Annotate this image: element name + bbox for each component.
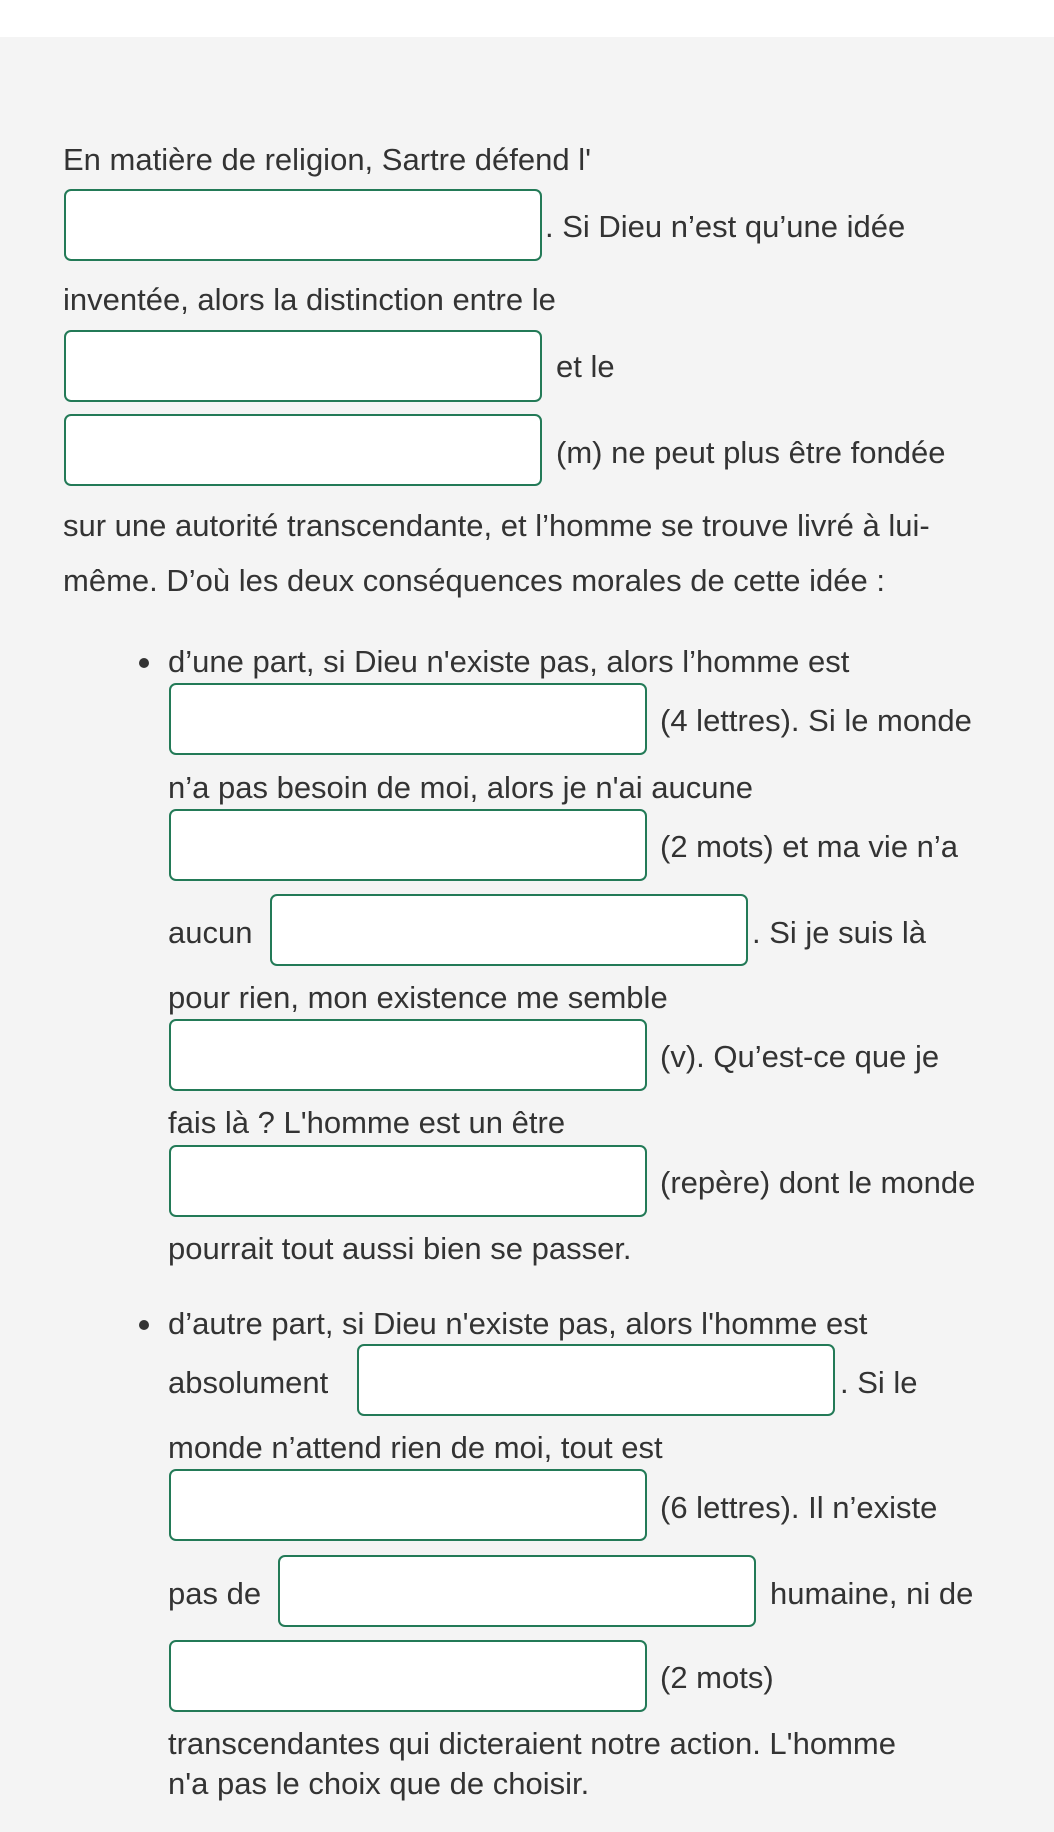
bullet1-line-10: (repère) dont le monde xyxy=(660,1165,976,1200)
bullet2-line-6: pas de xyxy=(168,1576,262,1611)
blank-input-4[interactable] xyxy=(169,683,647,755)
blank-input-7[interactable] xyxy=(169,1019,647,1091)
bullet1-line-2: (4 lettres). Si le monde xyxy=(660,703,972,738)
paragraph-line-4: et le xyxy=(556,349,615,384)
paragraph-line-1: En matière de religion, Sartre défend l' xyxy=(63,142,592,177)
bullet1-line-9: fais là ? L'homme est un être xyxy=(168,1105,566,1140)
paragraph-line-2: . Si Dieu n’est qu’une idée xyxy=(545,209,906,244)
blank-input-11[interactable] xyxy=(278,1555,756,1627)
bullet2-line-4: monde n’attend rien de moi, tout est xyxy=(168,1430,663,1465)
bullet2-line-8: (2 mots) xyxy=(660,1660,774,1695)
bullet1-line-3: n’a pas besoin de moi, alors je n'ai aucune xyxy=(168,770,753,805)
blank-input-1[interactable] xyxy=(64,189,542,261)
bullet-dot-1 xyxy=(139,658,149,668)
blank-input-3[interactable] xyxy=(64,414,542,486)
blank-input-8[interactable] xyxy=(169,1145,647,1217)
blank-input-2[interactable] xyxy=(64,330,542,402)
bullet1-line-4: (2 mots) et ma vie n’a xyxy=(660,829,959,864)
bullet2-line-3: . Si le xyxy=(840,1365,918,1400)
bullet2-line-5: (6 lettres). Il n’existe xyxy=(660,1490,938,1525)
blank-input-9[interactable] xyxy=(357,1344,835,1416)
bullet1-line-1: d’une part, si Dieu n'existe pas, alors l’homme est xyxy=(168,644,850,679)
blank-input-12[interactable] xyxy=(169,1640,647,1712)
bullet2-line-2: absolument xyxy=(168,1365,329,1400)
paragraph-line-7: même. D’où les deux conséquences morales de cette idée : xyxy=(63,563,885,598)
bullet2-line-1: d’autre part, si Dieu n'existe pas, alors l'homme est xyxy=(168,1306,868,1341)
bullet2-line-10: n'a pas le choix que de choisir. xyxy=(168,1766,590,1801)
paragraph-line-5: (m) ne peut plus être fondée xyxy=(556,435,946,470)
paragraph-line-6: sur une autorité transcendante, et l’homme se trouve livré à lui- xyxy=(63,508,930,543)
bullet2-line-7: humaine, ni de xyxy=(770,1576,974,1611)
blank-input-5[interactable] xyxy=(169,809,647,881)
bullet1-line-11: pourrait tout aussi bien se passer. xyxy=(168,1231,632,1266)
blank-input-10[interactable] xyxy=(169,1469,647,1541)
bullet1-line-8: (v). Qu’est-ce que je xyxy=(660,1039,940,1074)
bullet2-line-9: transcendantes qui dicteraient notre action. L'homme xyxy=(168,1726,896,1761)
bullet1-line-6: . Si je suis là xyxy=(752,915,927,950)
paragraph-line-3: inventée, alors la distinction entre le xyxy=(63,282,556,317)
bullet1-line-7: pour rien, mon existence me semble xyxy=(168,980,668,1015)
bullet-dot-2 xyxy=(139,1320,149,1330)
blank-input-6[interactable] xyxy=(270,894,748,966)
bullet1-line-5: aucun xyxy=(168,915,253,950)
